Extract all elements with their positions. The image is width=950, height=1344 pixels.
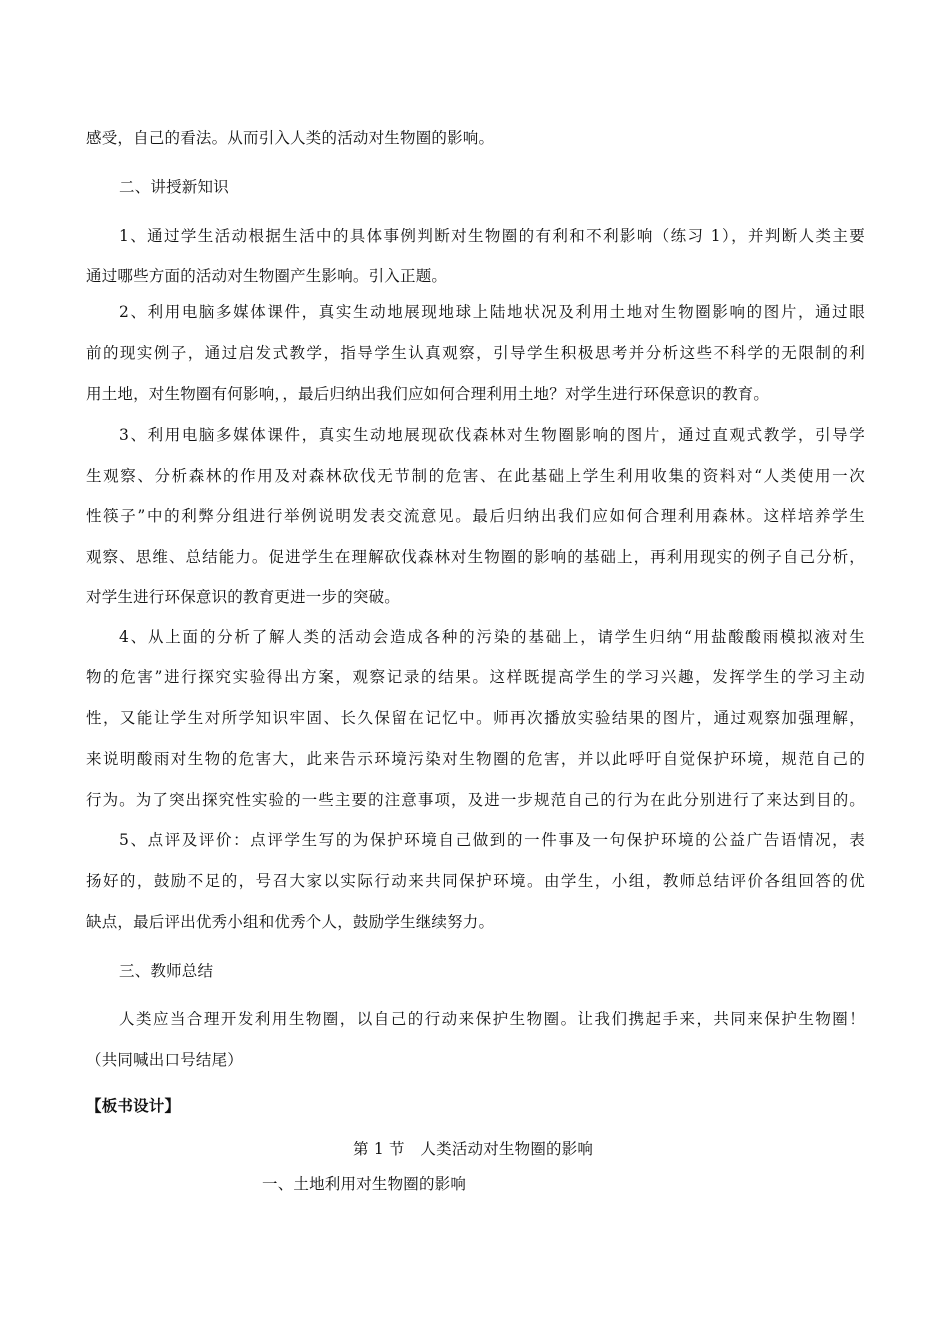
paragraph-line: 来说明酸雨对生物的危害大，此来告示环境污染对生物圈的危害，并以此呼吁自觉保护环境，规范自己的 xyxy=(86,750,865,768)
paragraph-line: 感受，自己的看法。从而引入人类的活动对生物圈的影响。 xyxy=(86,129,495,147)
paragraph-line: 5、点评及评价：点评学生写的为保护环境自己做到的一件事及一句保护环境的公益广告语情况，表 xyxy=(119,831,865,849)
paragraph-line: 性筷子”中的利弊分组进行举例说明发表交流意见。最后归纳出我们应如何合理利用森林。这样培养学生 xyxy=(86,507,865,525)
paragraph-line: 物的危害”进行探究实验得出方案，观察记录的结果。这样既提高学生的学习兴趣，发挥学生的学习主动 xyxy=(86,668,865,686)
paragraph-line: 观察、思维、总结能力。促进学生在理解砍伐森林对生物圈的影响的基础上，再利用现实的例子自己分析， xyxy=(86,548,865,566)
paragraph-line: 1、通过学生活动根据生活中的具体事例判断对生物圈的有利和不利影响（练习 1），并判断人类主要 xyxy=(119,227,865,245)
paragraph-line: 对学生进行环保意识的教育更进一步的突破。 xyxy=(86,588,401,606)
section-heading: 二、讲授新知识 xyxy=(119,178,229,196)
paragraph-line: 通过哪些方面的活动对生物圈产生影响。引入正题。 xyxy=(86,267,448,285)
paragraph-line: 扬好的，鼓励不足的，号召大家以实际行动来共同保护环境。由学生，小组，教师总结评价各组回答的优 xyxy=(86,872,865,890)
paragraph-line: 2、利用电脑多媒体课件，真实生动地展现地球上陆地状况及利用土地对生物圈影响的图片，通过眼 xyxy=(119,303,865,321)
paragraph-line: 行为。为了突出探究性实验的一些主要的注意事项，及进一步规范自己的行为在此分别进行了来达到目的。 xyxy=(86,791,865,809)
board-subtitle: 一、土地利用对生物圈的影响 xyxy=(262,1175,467,1193)
paragraph-line: 3、利用电脑多媒体课件，真实生动地展现砍伐森林对生物圈影响的图片，通过直观式教学，引导学 xyxy=(119,426,865,444)
paragraph-line: 用土地，对生物圈有何影响，，最后归纳出我们应如何合理利用土地？对学生进行环保意识的教育。 xyxy=(86,385,770,403)
paragraph-line: 性，又能让学生对所学知识牢固、长久保留在记忆中。师再次播放实验结果的图片，通过观察加强理解， xyxy=(86,709,865,727)
section-heading: 三、教师总结 xyxy=(119,962,214,980)
paragraph-line: （共同喊出口号结尾） xyxy=(86,1051,244,1069)
paragraph-line: 生观察、分析森林的作用及对森林砍伐无节制的危害、在此基础上学生利用收集的资料对“人类使用一次 xyxy=(86,467,865,485)
paragraph-line: 4、从上面的分析了解人类的活动会造成各种的污染的基础上，请学生归纳“用盐酸酸雨模拟液对生 xyxy=(119,628,865,646)
board-design-heading: 【板书设计】 xyxy=(86,1096,181,1115)
paragraph-line: 人类应当合理开发利用生物圈，以自己的行动来保护生物圈。让我们携起手来，共同来保护生物圈！ xyxy=(119,1010,865,1028)
paragraph-line: 缺点，最后评出优秀小组和优秀个人，鼓励学生继续努力。 xyxy=(86,913,495,931)
paragraph-line: 前的现实例子，通过启发式教学，指导学生认真观察，引导学生积极思考并分析这些不科学的无限制的利 xyxy=(86,344,865,362)
board-title: 第 1 节 人类活动对生物圈的影响 xyxy=(353,1140,594,1158)
